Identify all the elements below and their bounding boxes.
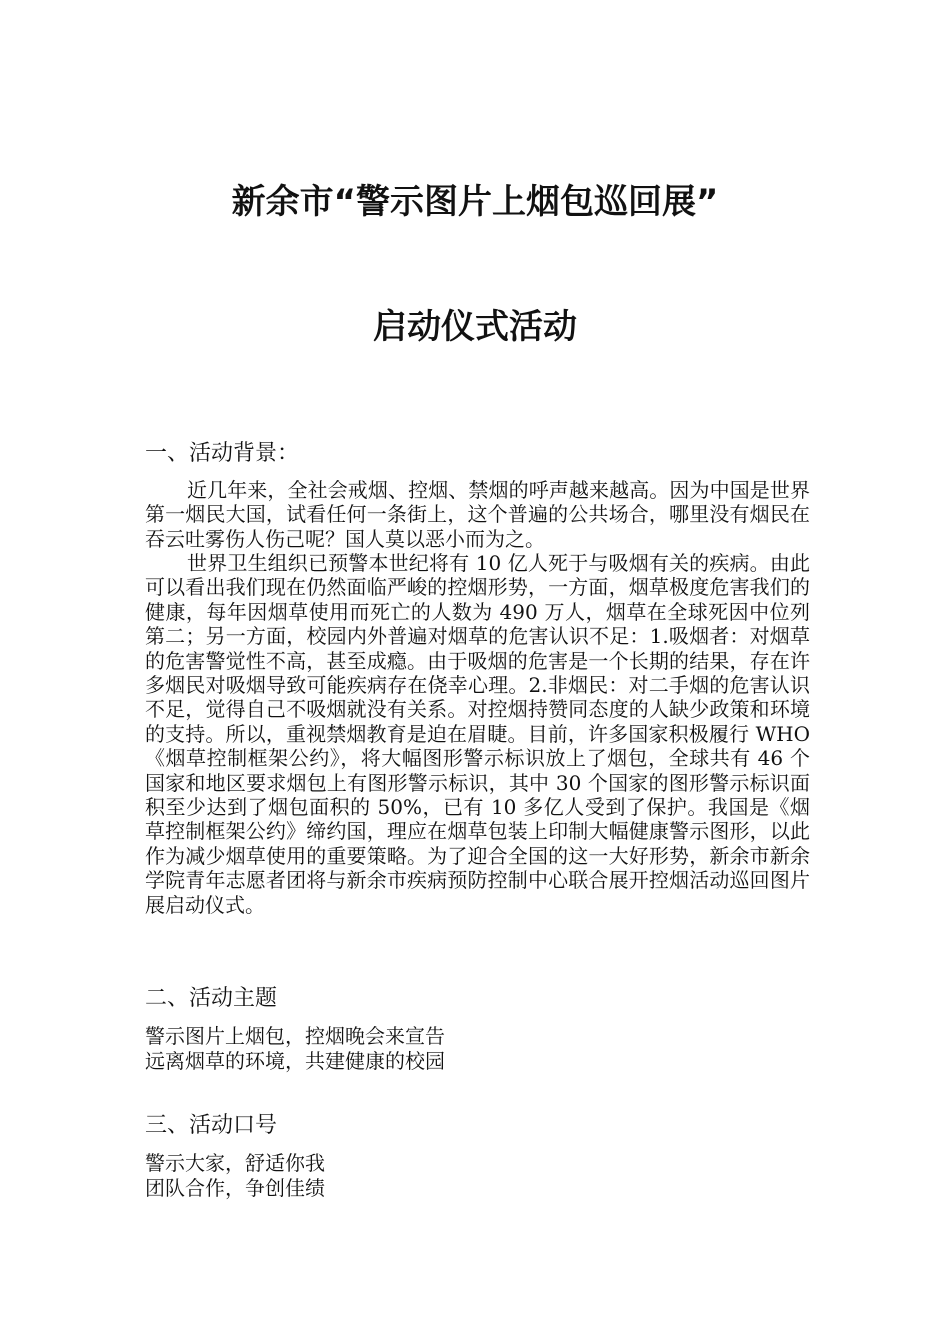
theme-lines [145, 1024, 810, 1074]
background-paragraph-2: 世界卫生组织已预警本世纪将有 10 亿人死于与吸烟有关的疾病。由此可以看出我们现在仍然面临严峻的控烟形势，一方面，烟草极度危害我们的健康，每年因烟草使用而死亡的人数为 490 万人，烟草在全球死因中位列第二；另一方面，校园内外普遍对烟草的危害认识不足：1.吸烟者：对烟草的危害警觉性不高，甚至成瘾。由于吸烟的危害是一个长期的结果，存在许多烟民对吸烟导致可能疾病存在侥幸心理。2.非烟民：对二手烟的危害认识不足，觉得自己不吸烟就没有关系。对控烟持赞同态度的人缺少政策和环境的支持。所以，重视禁烟教育是迫在眉睫。目前，许多国家积极履行 WHO《烟草控制框架公约》，将大幅图形警示标识放上了烟包，全球共有 46 个国家和地区要求烟包上有图形警示标识，其中 30 个国家的图形警示标识面积至少达到了烟包面积的 50%，已有 10 多亿人受到了保护。我国是《烟草控制框架公约》缔约国，理应在烟草包装上印制大幅健康警示图形，以此作为减少烟草使用的重要策略。为了迎合全国的这一大好形势，新余市新余学院青年志愿者团将与新余市疾病预防控制中心联合展开控烟活动巡回图片展启动仪式。 [145, 551, 810, 917]
slogan-line-2: 团队合作，争创佳绩 [145, 1176, 325, 1200]
theme-line-1: 警示图片上烟包，控烟晚会来宣告 [145, 1024, 445, 1048]
slogan-lines [145, 1151, 810, 1201]
document-title-line-1: 新余市“警示图片上烟包巡回展” [231, 182, 719, 222]
section-heading-slogan: 三、活动口号 [145, 1113, 278, 1138]
slogan-line-1: 警示大家，舒适你我 [145, 1151, 325, 1175]
document-title-line-2: 启动仪式活动 [373, 307, 577, 347]
theme-line-2: 远离烟草的环境，共建健康的校园 [145, 1049, 445, 1073]
section-heading-theme: 二、活动主题 [145, 986, 278, 1011]
section-heading-background: 一、活动背景： [145, 441, 300, 466]
background-paragraph-1: 近几年来，全社会戒烟、控烟、禁烟的呼声越来越高。因为中国是世界第一烟民大国，试看任何一条街上，这个普遍的公共场合，哪里没有烟民在吞云吐雾伤人伤己呢？国人莫以恶小而为之。 [145, 478, 810, 551]
